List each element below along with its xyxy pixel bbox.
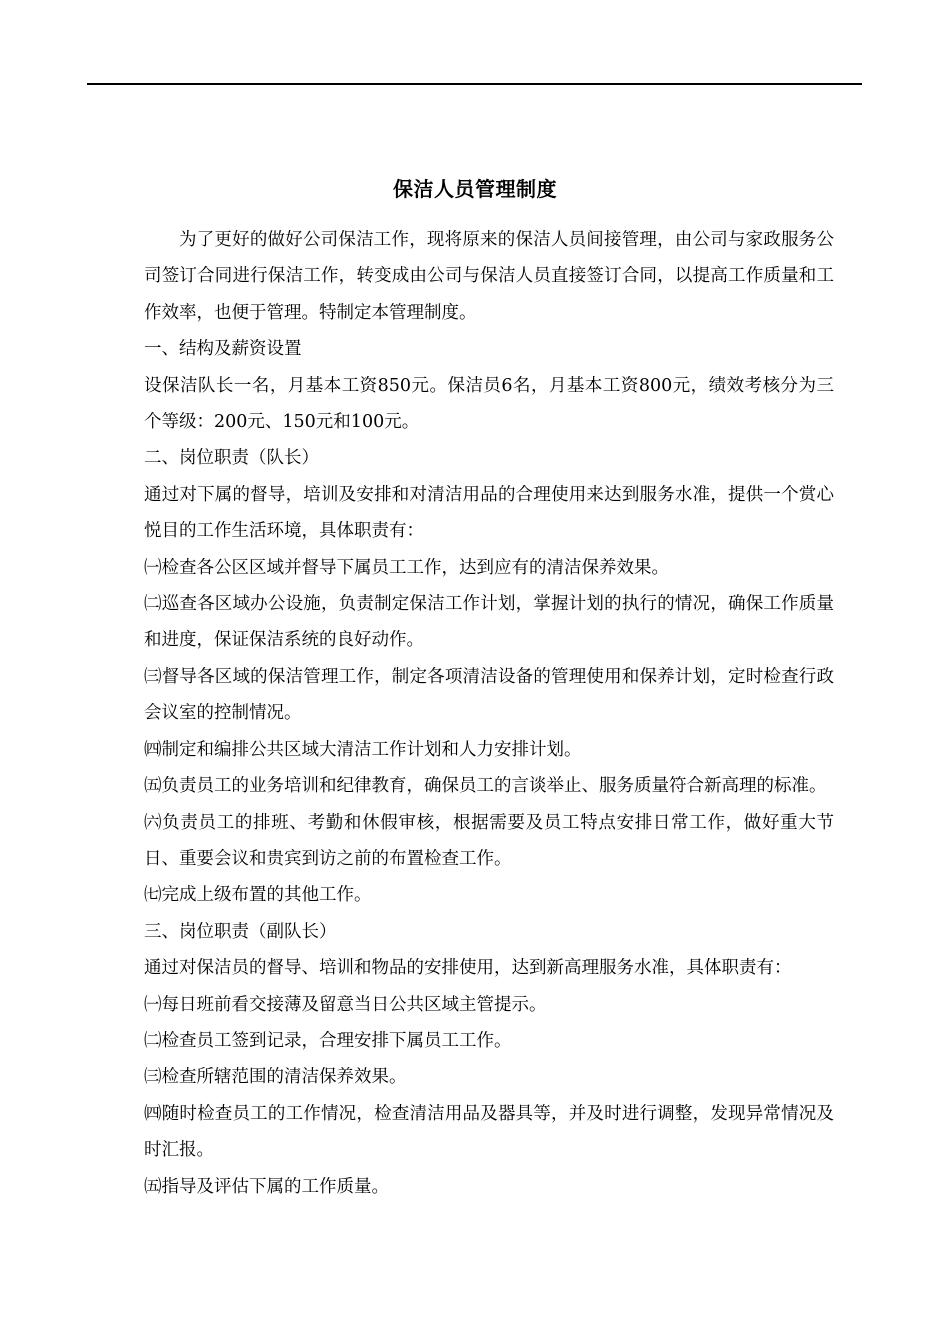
- section-paragraph: 设保洁队长一名，月基本工资850元。保洁员6名，月基本工资800元，绩效考核分为三个等级：200元、150元和100元。: [144, 375, 834, 433]
- section-paragraph: 通过对下属的督导，培训及安排和对清洁用品的合理使用来达到服务水准，提供一个赏心悦目的工作生活环境，具体职责有：: [144, 484, 834, 542]
- duty-item: ㈤负责员工的业务培训和纪律教育，确保员工的言谈举止、服务质量符合新高理的标准。: [144, 776, 827, 797]
- document-body: [144, 222, 834, 1205]
- section-heading: 一、结构及薪资设置: [144, 339, 302, 360]
- duty-item: ㈡检查员工签到记录，合理安排下属员工工作。: [144, 1030, 512, 1051]
- section-heading: 三、岗位职责（副队长）: [144, 921, 337, 942]
- duty-item: ㈥负责员工的排班、考勤和休假审核，根据需要及员工特点安排日常工作，做好重大节日、重要会议和贵宾到访之前的布置检查工作。: [144, 812, 834, 869]
- duty-item: ㈢检查所辖范围的清洁保养效果。: [144, 1067, 407, 1088]
- section-paragraph: 通过对保洁员的督导、培训和物品的安排使用，达到新高理服务水准，具体职责有：: [144, 958, 792, 979]
- duty-item: ㈢督导各区域的保洁管理工作，制定各项清洁设备的管理使用和保养计划，定时检查行政会议室的控制情况。: [144, 666, 834, 724]
- duty-item: ㈣制定和编排公共区域大清洁工作计划和人力安排计划。: [144, 739, 582, 760]
- duty-item: ㈣随时检查员工的工作情况，检查清洁用品及器具等，并及时进行调整，发现异常情况及时汇报。: [144, 1103, 834, 1161]
- header-rule: [87, 83, 862, 85]
- section-heading: 二、岗位职责（队长）: [144, 448, 319, 469]
- duty-item: ㈦完成上级布置的其他工作。: [144, 885, 372, 906]
- duty-item: ㈡巡查各区域办公设施，负责制定保洁工作计划，掌握计划的执行的情况，确保工作质量和进度，保证保洁系统的良好动作。: [144, 594, 834, 651]
- duty-item: ㈠检查各公区区域并督导下属员工工作，达到应有的清洁保养效果。: [144, 557, 669, 578]
- duty-item: ㈤指导及评估下属的工作质量。: [144, 1176, 389, 1197]
- duty-item: ㈠每日班前看交接薄及留意当日公共区域主管提示。: [144, 994, 547, 1015]
- document-title: 保洁人员管理制度: [393, 177, 557, 201]
- intro-paragraph: 为了更好的做好公司保洁工作，现将原来的保洁人员间接管理，由公司与家政服务公司签订合同进行保洁工作，转变成由公司与保洁人员直接签订合同，以提高工作质量和工作效率，也便于管理。特制定本管理制度。: [144, 230, 834, 323]
